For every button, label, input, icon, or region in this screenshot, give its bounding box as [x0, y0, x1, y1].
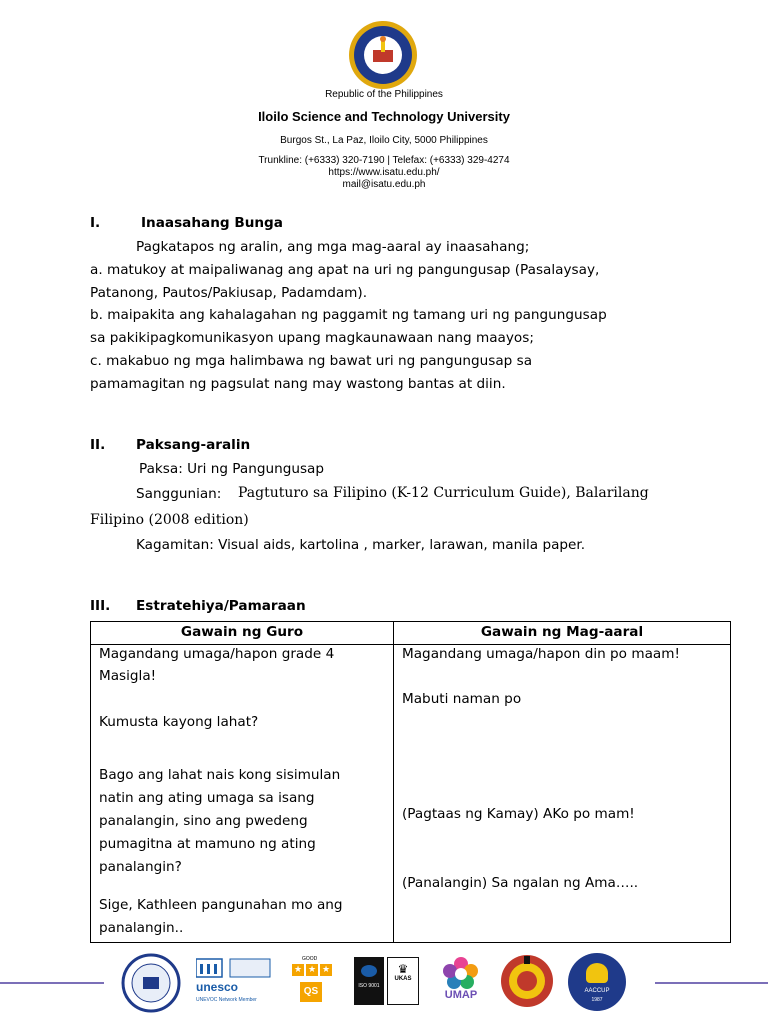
nqa-icon	[361, 965, 377, 977]
iso-badge	[354, 957, 384, 1005]
aaccup-logo	[568, 953, 626, 1011]
crown-icon: ♛	[397, 962, 409, 976]
umap-label: UMAP	[444, 989, 478, 1001]
header-address: Burgos St., La Paz, Iloilo City, 5000 Philippines	[280, 135, 488, 146]
section2-paksa: Paksa: Uri ng Pangungusap	[139, 461, 324, 477]
guro-line: natin ang ating umaga sa isang	[99, 790, 315, 806]
gear-emblem-logo	[499, 952, 555, 1010]
mag-aaral-line: Mabuti naman po	[402, 691, 522, 707]
ukas-label: UKAS	[394, 976, 412, 982]
aaccup-year: 1987	[591, 997, 603, 1003]
mag-aaral-line: Magandang umaga/hapon din po maam!	[402, 646, 680, 662]
section1-number: I.	[90, 215, 101, 231]
table-header-mag-aaral: Gawain ng Mag-aaral	[480, 624, 644, 640]
star-icon: ★	[307, 965, 317, 975]
section2-sanggunian-label: Sanggunian:	[136, 486, 222, 502]
section1-line: a. matukoy at maipaliwanag ang apat na uri ng pangungusap (Pasalaysay,	[90, 262, 600, 278]
guro-line: panalangin, sino ang pwedeng	[99, 813, 308, 829]
strategy-table	[90, 621, 731, 943]
header-website[interactable]: https://www.isatu.edu.ph/	[328, 167, 440, 178]
unesco-label: unesco	[196, 980, 239, 994]
umap-logo	[440, 955, 482, 1007]
section1-title: Inaasahang Bunga	[141, 215, 283, 231]
header-university-name: Iloilo Science and Technology University	[258, 109, 510, 124]
section2-number: II.	[90, 437, 106, 453]
header-email[interactable]: mail@isatu.edu.ph	[342, 179, 426, 190]
star-icon: ★	[321, 965, 331, 975]
guro-line: panalangin..	[99, 920, 184, 936]
section2-title: Paksang-aralin	[136, 437, 251, 453]
qs-stars-row	[292, 964, 332, 976]
footer-right-line	[655, 982, 768, 984]
guro-line: pumagitna at mamuno ng ating	[99, 836, 316, 852]
qs-stars-logo	[290, 956, 336, 1006]
guro-line: Sige, Kathleen pangunahan mo ang	[99, 897, 343, 913]
section1-line: Pagkatapos ng aralin, ang mga mag-aaral ay inaasahang;	[136, 239, 530, 255]
guro-line: Kumusta kayong lahat?	[99, 714, 259, 730]
unesco-temple-icon	[196, 957, 274, 979]
guro-line: Masigla!	[99, 668, 157, 684]
star-icon: ★	[293, 965, 303, 975]
header-country: Republic of the Philippines	[325, 89, 443, 100]
ukas-badge	[387, 957, 419, 1005]
guro-line: Bago ang lahat nais kong sisimulan	[99, 767, 341, 783]
table-header-guro: Gawain ng Guro	[180, 624, 304, 640]
mag-aaral-line: (Pagtaas ng Kamay) AKo po mam!	[402, 806, 635, 822]
section1-line: b. maipakita ang kahalagahan ng paggamit ng tamang uri ng pangungusap	[90, 307, 607, 323]
mag-aaral-line: (Panalangin) Sa ngalan ng Ama…..	[402, 875, 639, 891]
section1-line: c. makabuo ng mga halimbawa ng bawat uri ng pangungusap sa	[90, 353, 533, 369]
university-seal-logo	[343, 20, 423, 90]
section2-sanggunian-line2: Filipino (2008 edition)	[90, 512, 249, 528]
table-header-divider	[91, 644, 730, 645]
iso-label: ISO 9001	[358, 983, 380, 989]
aaccup-label: AACCUP	[584, 988, 610, 994]
section2-sanggunian-line1: Pagtuturo sa Filipino (K-12 Curriculum Guide), Balarilang	[238, 485, 649, 501]
section2-kagamitan: Kagamitan: Visual aids, kartolina , marker, larawan, manila paper.	[136, 537, 586, 553]
header-contact: Trunkline: (+6333) 320-7190 | Telefax: (+6333) 329-4274	[258, 155, 510, 166]
hands-icon	[586, 963, 608, 983]
section3-title: Estratehiya/Pamaraan	[136, 598, 306, 614]
umap-flower-icon	[440, 955, 482, 989]
section3-number: III.	[90, 598, 111, 614]
iso-ukas-logo	[354, 957, 420, 1007]
section1-line: Patanong, Pautos/Pakiusap, Padamdam).	[90, 285, 368, 301]
footer-seal-logo	[121, 953, 181, 1013]
table-column-divider	[393, 622, 394, 942]
qs-good-label: GOOD	[302, 956, 318, 962]
guro-line: Magandang umaga/hapon grade 4	[99, 646, 335, 662]
qs-label: QS	[300, 982, 322, 1002]
section1-line: sa pakikipagkomunikasyon upang magkaunawaan nang maayos;	[90, 330, 534, 346]
unesco-logo	[196, 957, 274, 1007]
section1-line: pamamagitan ng pagsulat nang may wastong bantas at diin.	[90, 376, 506, 392]
guro-line: panalangin?	[99, 859, 182, 875]
footer-left-line	[0, 982, 104, 984]
unevoc-label: UNEVOC Network Member	[196, 997, 257, 1003]
